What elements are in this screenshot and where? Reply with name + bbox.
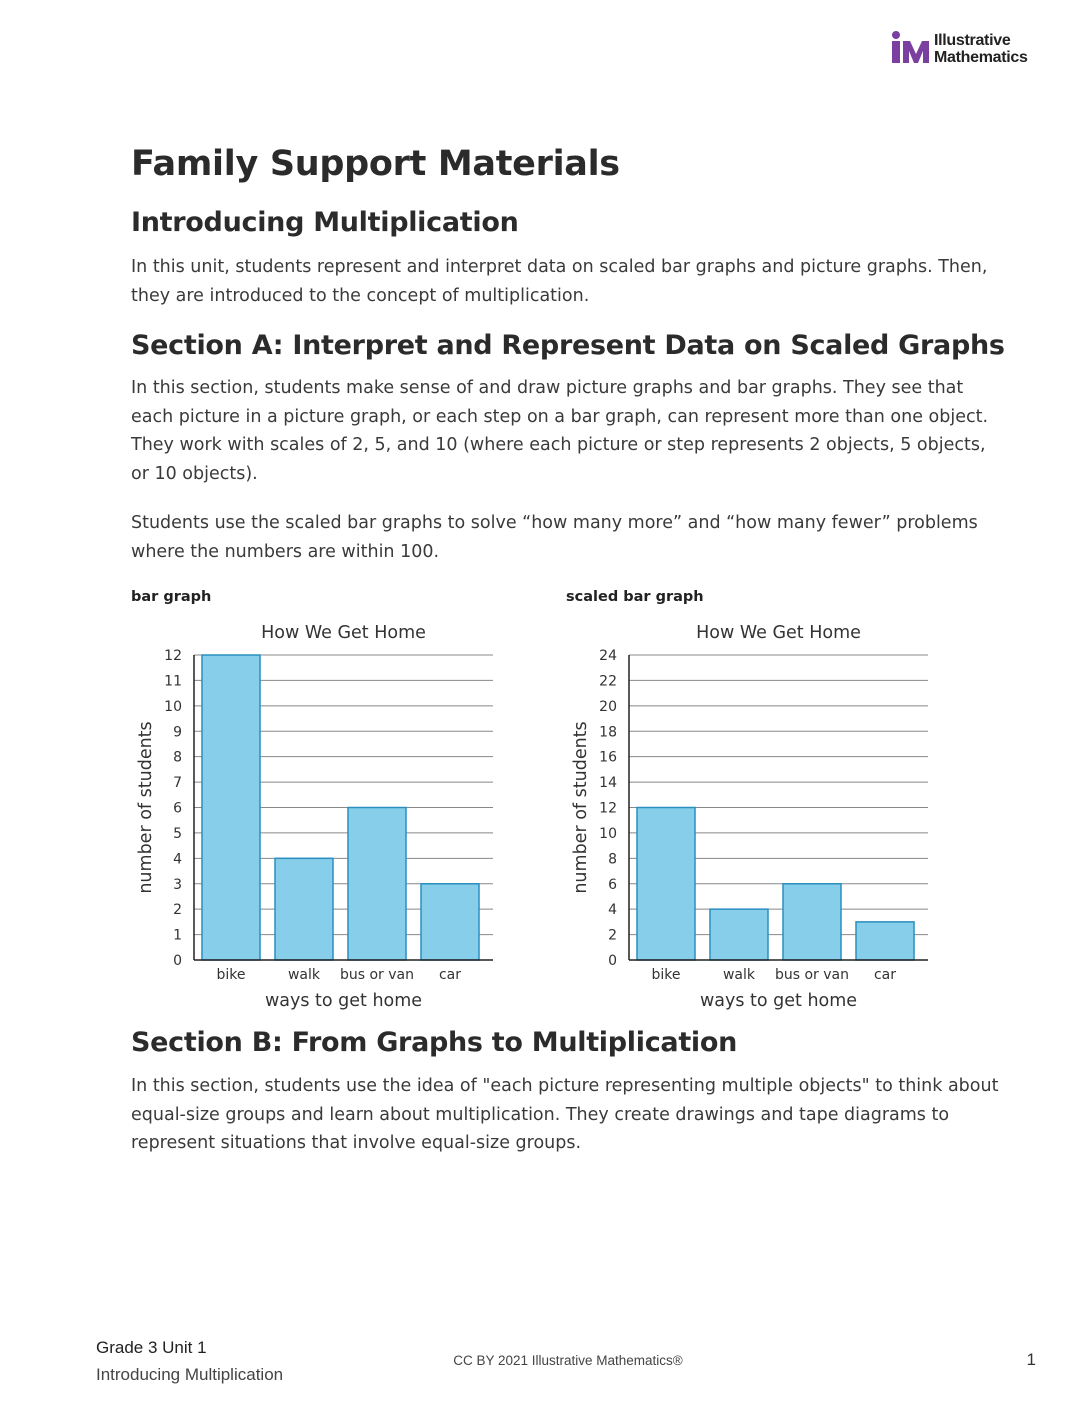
bar-bus-or-van <box>783 884 841 960</box>
y-tick-label: 6 <box>608 876 617 893</box>
page-title: Family Support Materials <box>131 144 620 184</box>
y-tick-label: 4 <box>608 902 617 919</box>
scaled-bar-graph-chart <box>566 615 966 1015</box>
x-tick-label: car <box>873 967 897 983</box>
bar-graph-caption: bar graph <box>131 589 212 605</box>
y-tick-label: 6 <box>173 800 182 817</box>
section-a-title: Section A: Interpret and Represent Data on Scaled Graphs <box>131 330 1005 361</box>
logo-line-2: Mathematics <box>934 49 1028 66</box>
section-b-title: Section B: From Graphs to Multiplication <box>131 1027 738 1058</box>
logo-line-1: Illustrative <box>934 32 1011 49</box>
x-axis-label: ways to get home <box>699 991 858 1011</box>
x-tick-label: bike <box>216 967 246 983</box>
y-tick-label: 7 <box>173 775 182 792</box>
y-axis-label: number of students <box>571 721 591 894</box>
bar-walk <box>710 909 768 960</box>
scaled-bar-graph-caption: scaled bar graph <box>566 589 704 605</box>
y-tick-label: 2 <box>608 927 617 944</box>
footer-license: CC BY 2021 Illustrative Mathematics® <box>453 1353 683 1368</box>
y-tick-label: 2 <box>173 902 182 919</box>
y-tick-label: 0 <box>608 953 617 969</box>
y-tick-label: 4 <box>173 851 182 868</box>
section-b-paragraph: In this section, students use the idea of "each picture representing multiple objects" to think about equal-size groups and learn about multiplication. They create drawings and tape diagrams to represent situations that involve equal-size groups. <box>131 1076 999 1153</box>
y-tick-label: 20 <box>599 698 617 715</box>
y-tick-label: 0 <box>173 953 182 969</box>
y-tick-label: 12 <box>164 648 182 664</box>
bar-graph-chart <box>131 615 531 1015</box>
y-tick-label: 8 <box>608 851 617 868</box>
x-tick-label: bus or van <box>774 967 850 983</box>
section-a-paragraph-1: In this section, students make sense of and draw picture graphs and bar graphs. They see that each picture in a picture graph, or each step on a bar graph, can represent more than one object. They work with scales of 2, 5, and 10 (where each picture or step represents 2 objects, 5 objects, or 10 objects). <box>131 378 989 484</box>
x-tick-label: bus or van <box>339 967 415 983</box>
y-tick-label: 18 <box>599 724 617 741</box>
y-tick-label: 11 <box>164 673 182 690</box>
x-tick-label: car <box>438 967 462 983</box>
chart-title: How We Get Home <box>261 623 426 643</box>
section-a-paragraph-2: Students use the scaled bar graphs to solve “how many more” and “how many fewer” problems where the numbers are within 100. <box>131 513 978 562</box>
x-axis-label: ways to get home <box>264 991 423 1011</box>
unit-title: Introducing Multiplication <box>131 207 519 238</box>
chart-title: How We Get Home <box>696 623 861 643</box>
bar-bus-or-van <box>348 808 406 961</box>
footer-grade-unit: Grade 3 Unit 1 <box>96 1338 207 1357</box>
bar-car <box>421 884 479 960</box>
bar-walk <box>275 858 333 960</box>
y-tick-label: 22 <box>599 673 617 690</box>
y-tick-label: 10 <box>599 825 617 842</box>
x-tick-label: bike <box>651 967 681 983</box>
y-tick-label: 16 <box>599 749 617 766</box>
bar-bike <box>202 655 260 960</box>
y-tick-label: 12 <box>599 800 617 817</box>
bar-car <box>856 922 914 960</box>
x-tick-label: walk <box>287 967 321 983</box>
y-tick-label: 9 <box>173 724 182 741</box>
y-tick-label: 1 <box>173 927 182 944</box>
x-tick-label: walk <box>722 967 756 983</box>
footer-unit-name: Introducing Multiplication <box>96 1365 284 1384</box>
logo-wordmark <box>934 32 1028 66</box>
bar-bike <box>637 808 695 961</box>
y-tick-label: 5 <box>173 825 182 842</box>
y-tick-label: 14 <box>599 775 617 792</box>
page-number: 1 <box>1026 1350 1036 1369</box>
im-logo-icon <box>890 30 930 66</box>
unit-intro-paragraph: In this unit, students represent and interpret data on scaled bar graphs and picture graphs. Then, they are introduced to the concept of multiplication. <box>131 257 988 306</box>
y-axis-label: number of students <box>136 721 156 894</box>
y-tick-label: 3 <box>173 876 182 893</box>
y-tick-label: 10 <box>164 698 182 715</box>
y-tick-label: 24 <box>599 648 617 664</box>
y-tick-label: 8 <box>173 749 182 766</box>
illustrative-mathematics-logo <box>890 30 1050 70</box>
